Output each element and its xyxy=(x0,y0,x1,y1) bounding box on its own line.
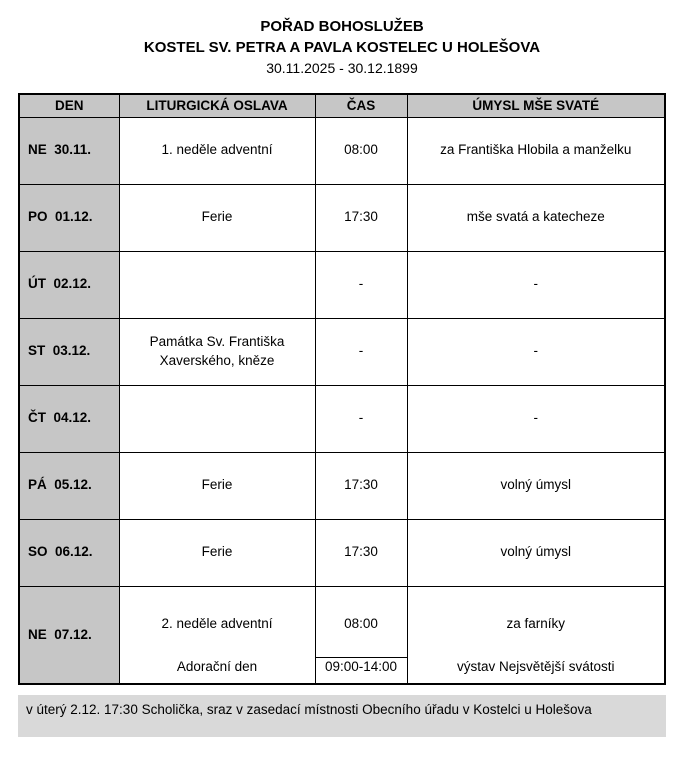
intention-cell: - xyxy=(407,318,665,385)
day-cell: PO 01.12. xyxy=(19,184,119,251)
table-row xyxy=(19,385,665,452)
day-cell: PÁ 05.12. xyxy=(19,452,119,519)
intention-cell: volný úmysl xyxy=(407,452,665,519)
intention-cell: - xyxy=(407,385,665,452)
column-header-cas: ČAS xyxy=(315,94,407,117)
day-cell: SO 06.12. xyxy=(19,519,119,586)
day-cell: ST 03.12. xyxy=(19,318,119,385)
table-row xyxy=(19,251,665,318)
schedule-table xyxy=(18,93,666,685)
celebration-line-bottom: Adorační den xyxy=(176,658,258,674)
intention-line-top: za farníky xyxy=(506,615,566,631)
day-cell: NE 07.12. xyxy=(19,586,119,684)
celebration-cell: Ferie xyxy=(119,519,315,586)
table-row xyxy=(19,117,665,184)
table-row xyxy=(19,318,665,385)
time-line-bottom: 09:00-14:00 xyxy=(316,657,407,676)
time-cell: 17:30 xyxy=(315,519,407,586)
page-title: POŘAD BOHOSLUŽEB xyxy=(260,18,424,35)
column-header-den: DEN xyxy=(19,94,119,117)
time-cell: 17:30 xyxy=(315,184,407,251)
time-cell: - xyxy=(315,385,407,452)
intention-cell: volný úmysl xyxy=(407,519,665,586)
church-name: KOSTEL SV. PETRA A PAVLA KOSTELEC U HOLEŠOVA xyxy=(143,39,541,56)
time-line-top: 08:00 xyxy=(344,615,378,631)
table-header-row xyxy=(19,94,665,117)
time-cell: 08:00 xyxy=(315,117,407,184)
celebration-cell: Ferie xyxy=(119,452,315,519)
date-range: 30.11.2025 - 30.12.1899 xyxy=(266,60,418,76)
intention-cell: za Františka Hlobila a manželku xyxy=(407,117,665,184)
celebration-line-top: 2. neděle adventní xyxy=(161,615,273,631)
table-row xyxy=(19,452,665,519)
day-cell: ČT 04.12. xyxy=(19,385,119,452)
time-cell xyxy=(315,586,407,684)
day-cell: ÚT 02.12. xyxy=(19,251,119,318)
time-cell: - xyxy=(315,251,407,318)
intention-cell: mše svatá a katecheze xyxy=(407,184,665,251)
intention-cell xyxy=(407,586,665,684)
table-row xyxy=(19,519,665,586)
table-row xyxy=(19,184,665,251)
celebration-cell xyxy=(119,251,315,318)
column-header-liturgicka-oslava: LITURGICKÁ OSLAVA xyxy=(119,94,315,117)
time-cell: 17:30 xyxy=(315,452,407,519)
footer-note: v úterý 2.12. 17:30 Scholička, sraz v zasedací místnosti Obecního úřadu v Kostelci u Holešova xyxy=(18,695,666,737)
day-cell: NE 30.11. xyxy=(19,117,119,184)
intention-cell: - xyxy=(407,251,665,318)
celebration-cell: 1. neděle adventní xyxy=(119,117,315,184)
intention-line-bottom: výstav Nejsvětější svátosti xyxy=(456,658,615,674)
column-header-umysl: ÚMYSL MŠE SVATÉ xyxy=(407,94,665,117)
table-row-double xyxy=(19,586,665,684)
celebration-cell xyxy=(119,385,315,452)
time-cell: - xyxy=(315,318,407,385)
document-header xyxy=(18,16,666,79)
celebration-cell: Ferie xyxy=(119,184,315,251)
celebration-cell xyxy=(119,586,315,684)
celebration-cell: Památka Sv. Františka Xaverského, kněze xyxy=(119,318,315,385)
